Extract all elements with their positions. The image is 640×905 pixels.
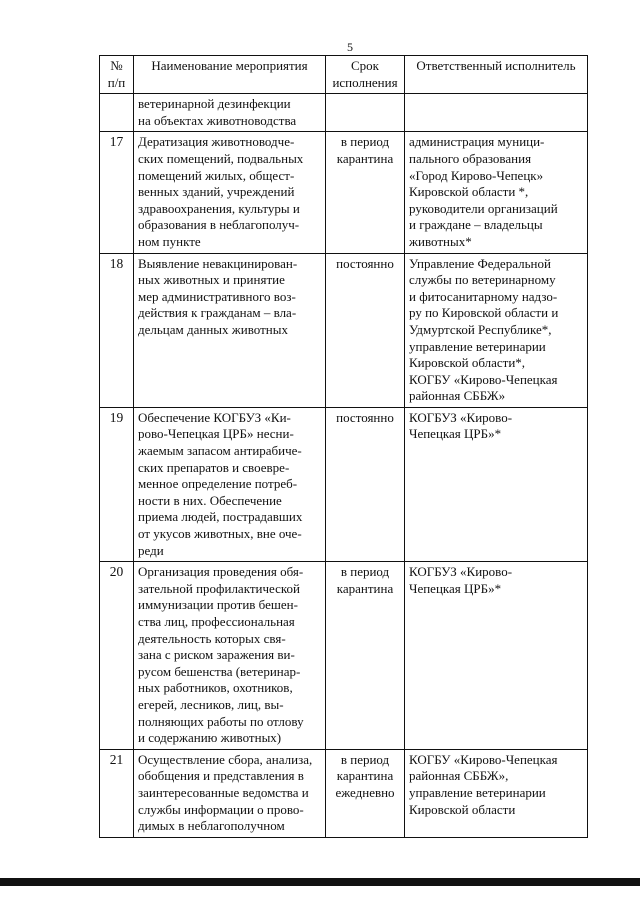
measure-name-line: от укусов животных, вне оче- (138, 526, 302, 542)
executor-line: Кировской области (409, 801, 516, 817)
measure-name-line: приема людей, пострадавших (138, 509, 303, 525)
term-line: карантина (336, 580, 394, 596)
executor-line: КОГБУ «Кирово-Чепецкая (409, 371, 558, 387)
measure-name-line: Дератизация животноводче- (138, 134, 295, 150)
executor-line: Управление Федеральной (409, 255, 551, 271)
measure-name-line: зательной профилактической (138, 580, 300, 596)
executor-line: КОГБУЗ «Кирово- (409, 409, 513, 425)
measure-name-line: помещений жилых, общест- (138, 167, 295, 183)
table-row-21 (100, 749, 588, 837)
continuation-name-line: на объектах животноводства (138, 112, 297, 128)
measure-name-line: ства лиц, профессиональная (138, 614, 295, 629)
measure-name-line: ских помещений, подвальных (138, 150, 304, 166)
executor-line: пального образования (409, 150, 532, 166)
executor-line: «Город Кирово-Чепецк» (409, 167, 544, 183)
term-line: в период (340, 564, 390, 580)
measure-name-line: и содержанию животных) (138, 730, 282, 746)
measure-name-line: димых в неблагополучном (138, 818, 285, 834)
measure-name-line: службы информации о прово- (138, 801, 304, 817)
executor-line: службы по ветеринарному (409, 272, 556, 288)
executor-line: Удмуртской Республике*, (409, 321, 552, 337)
measure-name-line: образования в неблагополуч- (138, 217, 300, 233)
executor-line: ру по Кировской области и (409, 305, 559, 321)
executor-line: районная СББЖ» (409, 388, 506, 404)
measure-name-line: реди (138, 542, 164, 558)
measure-name-line: деятельность которых свя- (138, 630, 286, 646)
measure-name-line: зана с риском заражения ви- (138, 647, 295, 663)
table-row-18 (100, 253, 588, 407)
executor-cell (405, 749, 588, 837)
row-number: 19 (100, 407, 134, 561)
executor-line: и граждане – владельцы (409, 217, 543, 233)
executor-cell (405, 132, 588, 253)
term-line: ежедневно (335, 784, 395, 800)
row-number: 17 (100, 132, 134, 253)
measure-name-line: дельцам данных животных (138, 321, 288, 337)
measure-name-line: Выявление невакцинирован- (138, 255, 298, 271)
table-row-19 (100, 407, 588, 561)
executor-line: и фитосанитарному надзо- (409, 288, 558, 304)
measure-name-line: обобщения и представления в (138, 768, 304, 784)
executor-line: администрация муници- (409, 134, 545, 150)
measure-name-cell (134, 562, 326, 750)
page-number: 5 (347, 40, 353, 54)
measure-name-line: полняющих работы по отлову (138, 713, 304, 729)
measure-name-line: русом бешенства (ветеринар- (138, 663, 301, 679)
continuation-row (100, 94, 588, 132)
measure-name-line: Организация проведения обя- (138, 564, 304, 580)
row-number: 20 (100, 562, 134, 750)
executor-cell (405, 253, 588, 407)
continuation-name-line: ветеринарной дезинфекции (138, 96, 291, 112)
executor-cell (405, 562, 588, 750)
term-line: постоянно (336, 409, 394, 425)
executor-line: районная СББЖ», (409, 768, 509, 784)
row-number: 18 (100, 253, 134, 407)
header-number: № п/п (100, 56, 134, 94)
header-term: Срок исполнения (326, 56, 405, 94)
header-measure-name: Наименование мероприятия (134, 56, 326, 94)
table-row-20 (100, 562, 588, 750)
term-line: в период (340, 751, 390, 767)
executor-line: управление ветеринарии (409, 338, 546, 354)
executor-line: животных* (409, 233, 472, 249)
measure-name-cell (134, 407, 326, 561)
executor-line: Кировской области*, (409, 355, 526, 371)
measure-name-line: мер административного воз- (138, 288, 296, 304)
term-cell (326, 253, 405, 407)
term-cell (326, 562, 405, 750)
executor-line: управление ветеринарии (409, 784, 546, 800)
measure-name-line: егерей, лесников, лиц, вы- (138, 696, 284, 712)
measure-name-line: действия к гражданам – вла- (138, 305, 297, 321)
measure-name-line: Осуществление сбора, анализа, (138, 751, 313, 767)
term-line: карантина (336, 150, 394, 166)
measure-name-line: рово-Чепецкая ЦРБ» несни- (138, 426, 294, 442)
executor-line: Чепецкая ЦРБ»* (409, 580, 502, 596)
measure-name-cell (134, 132, 326, 253)
continuation-name-cell (134, 94, 326, 132)
table-header-row (100, 56, 588, 94)
measure-name-line: ном пункте (138, 233, 201, 249)
executor-cell (405, 407, 588, 561)
measure-name-cell (134, 749, 326, 837)
measure-name-line: заинтересованные ведомства и (138, 784, 309, 800)
term-cell (326, 132, 405, 253)
measure-name-line: здравоохранения, культуры и (138, 200, 300, 216)
row-number: 21 (100, 749, 134, 837)
continuation-number-cell (100, 94, 134, 132)
measure-name-line: ности в них. Обеспечение (138, 492, 282, 508)
measure-name-line: Обеспечение КОГБУЗ «Ки- (138, 409, 291, 425)
continuation-executor-cell (405, 94, 588, 132)
executor-line: руководители организаций (409, 200, 558, 216)
measure-name-line: менное определение потреб- (138, 476, 298, 492)
executor-line: Кировской области *, (409, 184, 529, 200)
term-cell (326, 407, 405, 561)
continuation-term-cell (326, 94, 405, 132)
bottom-border-bar (0, 878, 640, 886)
measure-name-line: жаемым запасом антирабиче- (138, 443, 302, 459)
executor-line: Чепецкая ЦРБ»* (409, 426, 502, 442)
executor-line: КОГБУ «Кирово-Чепецкая (409, 751, 558, 767)
measure-name-line: ных животных и принятие (138, 272, 285, 288)
term-cell (326, 749, 405, 837)
header-executor: Ответственный исполнитель (405, 56, 588, 94)
term-line: в период (340, 134, 390, 150)
table-row-17 (100, 132, 588, 253)
measure-name-cell (134, 253, 326, 407)
executor-line: КОГБУЗ «Кирово- (409, 564, 513, 580)
measure-name-line: ских препаратов и своевре- (138, 459, 290, 475)
term-line: карантина (336, 768, 394, 784)
measure-name-line: венных зданий, учреждений (138, 184, 295, 200)
measure-name-line: ных работников, охотников, (138, 680, 293, 696)
measures-table (99, 55, 588, 838)
term-line: постоянно (336, 255, 394, 271)
measure-name-line: иммунизации против бешен- (138, 597, 298, 613)
